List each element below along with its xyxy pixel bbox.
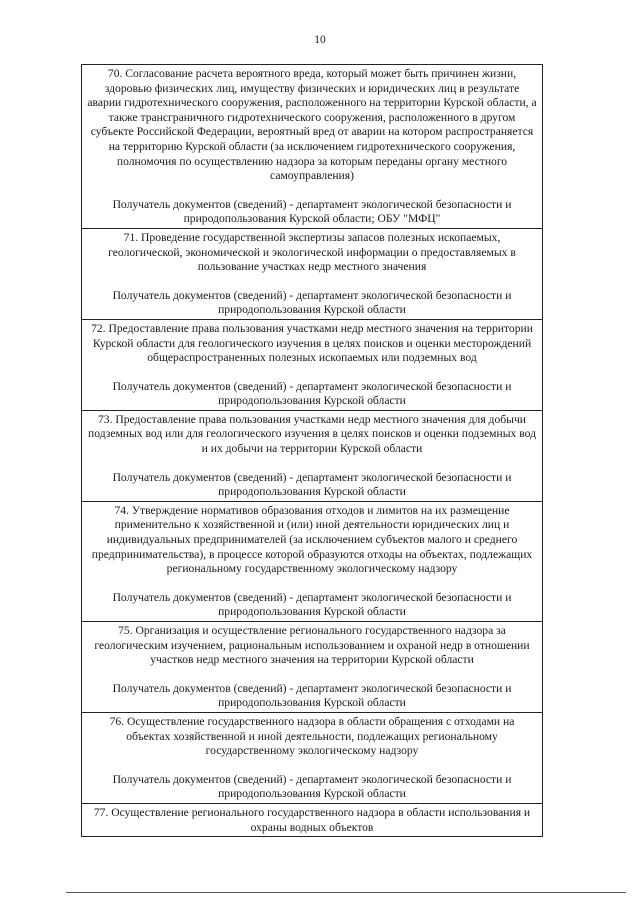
- service-row: [82, 621, 542, 712]
- scan-edge-line: [66, 892, 626, 893]
- service-title: 74. Утверждение нормативов образования отходов и лимитов на их размещение применительно к хозяйственной и (или) иной деятельности юридических лиц и индивидуальных предпринимателей (за исключением субъектов малого и среднего предпринимательства), в процессе которой образуются отходы на объектах, подлежащих региональному государственному экологическому надзору: [91, 503, 533, 576]
- service-row: [82, 712, 542, 803]
- services-table: [81, 64, 543, 837]
- service-recipient: Получатель документов (сведений) - департамент экологической безопасности и природопользования Курской области: [112, 470, 512, 499]
- service-title: 76. Осуществление государственного надзора в области обращения с отходами на объектах хозяйственной и иной деятельности, подлежащих региональному государственному экологическому надзору: [109, 714, 515, 758]
- service-row: [82, 228, 542, 319]
- service-title: 72. Предоставление права пользования участками недр местного значения на территории Курской области для геологического изучения в целях поисков и оценки месторождений общераспространенных полезных ископаемых или подземных вод: [91, 321, 533, 365]
- service-row: [82, 65, 542, 228]
- service-title: 73. Предоставление права пользования участками недр местного значения для добычи подземных вод или для геологического изучения в целях поисков и оценки подземных вод и их добычи на территории Курской области: [88, 412, 536, 456]
- page-number: 10: [314, 34, 326, 46]
- service-title: 71. Проведение государственной экспертизы запасов полезных ископаемых, геологической, экономической и экологической информации о предоставляемых в пользование участках недр местного значения: [108, 230, 516, 274]
- service-row: [82, 501, 542, 621]
- service-row: [82, 803, 542, 836]
- service-recipient: Получатель документов (сведений) - департамент экологической безопасности и природопользования Курской области: [112, 681, 512, 710]
- service-recipient: Получатель документов (сведений) - департамент экологической безопасности и природопользования Курской области: [112, 590, 512, 619]
- service-row: [82, 410, 542, 501]
- service-title: 70. Согласование расчета вероятного вреда, который может быть причинен жизни, здоровью физических лиц, имуществу физических и юридических лиц в результате аварии гидротехнического сооружения, расположенного на территории Курской области, а также трансграничного гидротехнического сооружения, расположенного в другом субъекте Российской Федерации, вероятный вред от аварии на котором распространяется на территорию Курской области (за исключением гидротехнического сооружения, полномочия по осуществлению надзора за которым переданы органу местного самоуправления): [87, 67, 537, 183]
- service-recipient: Получатель документов (сведений) - департамент экологической безопасности и природопользования Курской области: [112, 288, 512, 317]
- service-title: 77. Осуществление регионального государственного надзора в области использования и охраны водных объектов: [93, 805, 531, 834]
- service-recipient: Получатель документов (сведений) - департамент экологической безопасности и природопользования Курской области: [112, 379, 512, 408]
- service-recipient: Получатель документов (сведений) - департамент экологической безопасности и природопользования Курской области; ОБУ "МФЦ": [112, 197, 512, 226]
- service-recipient: Получатель документов (сведений) - департамент экологической безопасности и природопользования Курской области: [112, 772, 512, 801]
- service-row: [82, 319, 542, 410]
- service-title: 75. Организация и осуществление регионального государственного надзора за геологическим изучением, рациональным использованием и охраной недр в отношении участков недр местного значения на территории Курской области: [94, 624, 530, 667]
